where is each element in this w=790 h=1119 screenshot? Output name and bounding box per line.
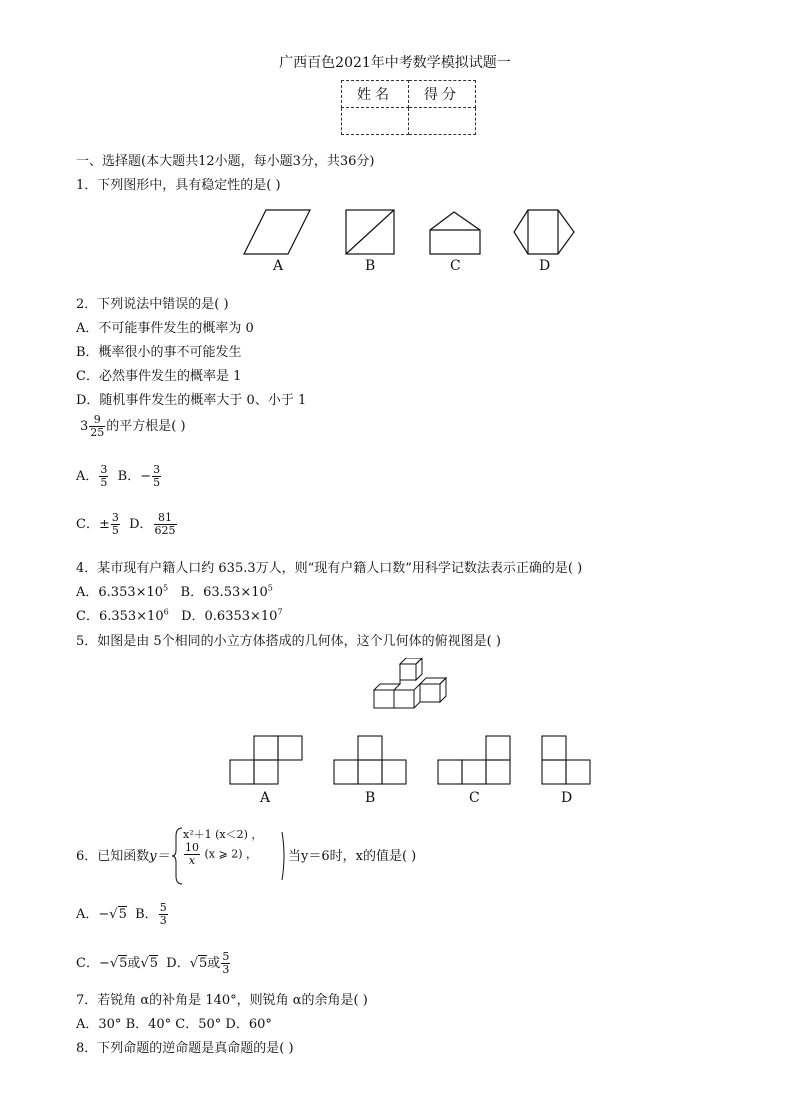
q6-option-c[interactable]: C．−√5或√5 — [76, 956, 159, 971]
q1-label-c[interactable]: C — [450, 258, 461, 274]
question-1-figures — [230, 200, 590, 260]
q3-options-row-2 — [76, 512, 178, 537]
q6-suffix: 当y＝6时，x的值是( ) — [288, 849, 417, 864]
q5-a-cell — [254, 760, 278, 784]
q4-options-row-2 — [76, 605, 283, 624]
q3-fraction: $\frac{9}{25}$ — [90, 413, 105, 439]
figure-c-house — [430, 212, 480, 254]
q5-label-d[interactable]: D — [561, 790, 573, 806]
q4-option-b[interactable]: B．$63.53\times 10^5$ — [180, 583, 273, 600]
q5-d-cell — [542, 736, 566, 760]
figure-a-parallelogram — [244, 210, 310, 254]
q3-number: 3 — [80, 419, 89, 434]
q6-options-row-1 — [76, 902, 169, 927]
q6-prefix: 6．已知函数y＝ — [76, 849, 170, 864]
question-1-stem: 1．下列图形中，具有稳定性的是( ) — [76, 178, 281, 193]
page-title: 广西百色2021年中考数学模拟试题一 — [279, 55, 511, 71]
q3-option-b[interactable]: B．− $\frac{3}{5}$ — [117, 463, 161, 489]
q6-option-d[interactable]: D．√5或 $\frac{5}{3}$ — [166, 950, 230, 976]
q4-option-d[interactable]: D．$0.6353\times 10^7$ — [181, 607, 283, 624]
q4-option-c[interactable]: C．$6.353\times 10^6$ — [76, 607, 169, 624]
q5-b-cell — [358, 736, 382, 760]
q5-label-a[interactable]: A — [260, 790, 271, 806]
q5-solid-figure — [370, 658, 450, 712]
question-4-stem: 4．某市现有户籍人口约 635.3万人，则“现有户籍人口数”用科学记数法表示正确的是( ) — [76, 561, 583, 576]
q5-c-cell — [486, 736, 510, 760]
q2-option-a[interactable]: A．不可能事件发生的概率为 0 — [76, 321, 254, 336]
q1-label-d[interactable]: D — [539, 258, 551, 274]
q5-top-views — [226, 730, 606, 786]
q5-c-cell — [438, 760, 462, 784]
q5-c-cell — [462, 760, 486, 784]
question-3-stem — [80, 414, 186, 439]
q4-option-a[interactable]: A．$6.353\times 10^5$ — [76, 583, 169, 600]
q3-option-c[interactable]: C．± $\frac{3}{5}$ — [76, 511, 119, 537]
q6-case-1: x²＋1 (x＜2) ， — [183, 828, 263, 841]
q2-option-c[interactable]: C．必然事件发生的概率是 1 — [76, 369, 242, 384]
q5-b-cell — [382, 760, 406, 784]
q1-label-b[interactable]: B — [365, 258, 376, 274]
q7-options[interactable]: A．30° B．40° C．50° D．60° — [76, 1017, 272, 1032]
q5-b-cell — [334, 760, 358, 784]
figure-d-hexagon — [514, 210, 574, 254]
q6-option-a[interactable]: A．−√5 — [76, 907, 127, 922]
name-cell[interactable] — [342, 108, 409, 135]
question-7-stem: 7．若锐角 α的补角是 140°，则锐角 α的余角是( ) — [76, 993, 368, 1008]
q2-option-d[interactable]: D．随机事件发生的概率大于 0、小于 1 — [76, 393, 307, 408]
q6-options-row-2 — [76, 951, 231, 976]
q6-right-bracket — [280, 830, 288, 882]
question-5-stem: 5．如图是由 5个相同的小立方体搭成的几何体，这个几何体的俯视图是( ) — [76, 634, 501, 649]
q3-stem-text: 的平方根是( ) — [106, 419, 186, 434]
q6-option-b[interactable]: B． $\frac{5}{3}$ — [135, 901, 167, 927]
q5-d-cell — [542, 760, 566, 784]
q5-a-cell — [230, 760, 254, 784]
section-header: 一、选择题(本大题共12小题，每小题3分，共36分) — [76, 154, 375, 169]
q2-option-b[interactable]: B．概率很小的事不可能发生 — [76, 345, 242, 360]
score-header: 得分 — [409, 81, 476, 108]
question-8-stem: 8．下列命题的逆命题是真命题的是( ) — [76, 1041, 294, 1056]
q5-a-cell — [254, 736, 278, 760]
q1-label-a[interactable]: A — [273, 258, 284, 274]
q5-c-cell — [486, 760, 510, 784]
q4-options-row-1 — [76, 581, 273, 600]
question-2-stem: 2．下列说法中错误的是( ) — [76, 297, 229, 312]
q3-option-a[interactable]: A． $\frac{3}{5}$ — [76, 463, 108, 489]
q5-d-cell — [566, 760, 590, 784]
q5-b-cell — [358, 760, 382, 784]
q3-option-d[interactable]: D． $\frac{81}{625}$ — [129, 511, 176, 537]
q5-label-c[interactable]: C — [469, 790, 480, 806]
q6-case-2: $\frac{10}{x}$ (x ⩾ 2) ， — [185, 841, 257, 867]
score-table — [341, 80, 476, 135]
name-header: 姓名 — [342, 81, 409, 108]
figure-b-diagonal — [346, 210, 394, 254]
q3-options-row-1 — [76, 464, 162, 489]
q5-a-cell — [278, 736, 302, 760]
score-cell[interactable] — [409, 108, 476, 135]
q5-label-b[interactable]: B — [365, 790, 376, 806]
